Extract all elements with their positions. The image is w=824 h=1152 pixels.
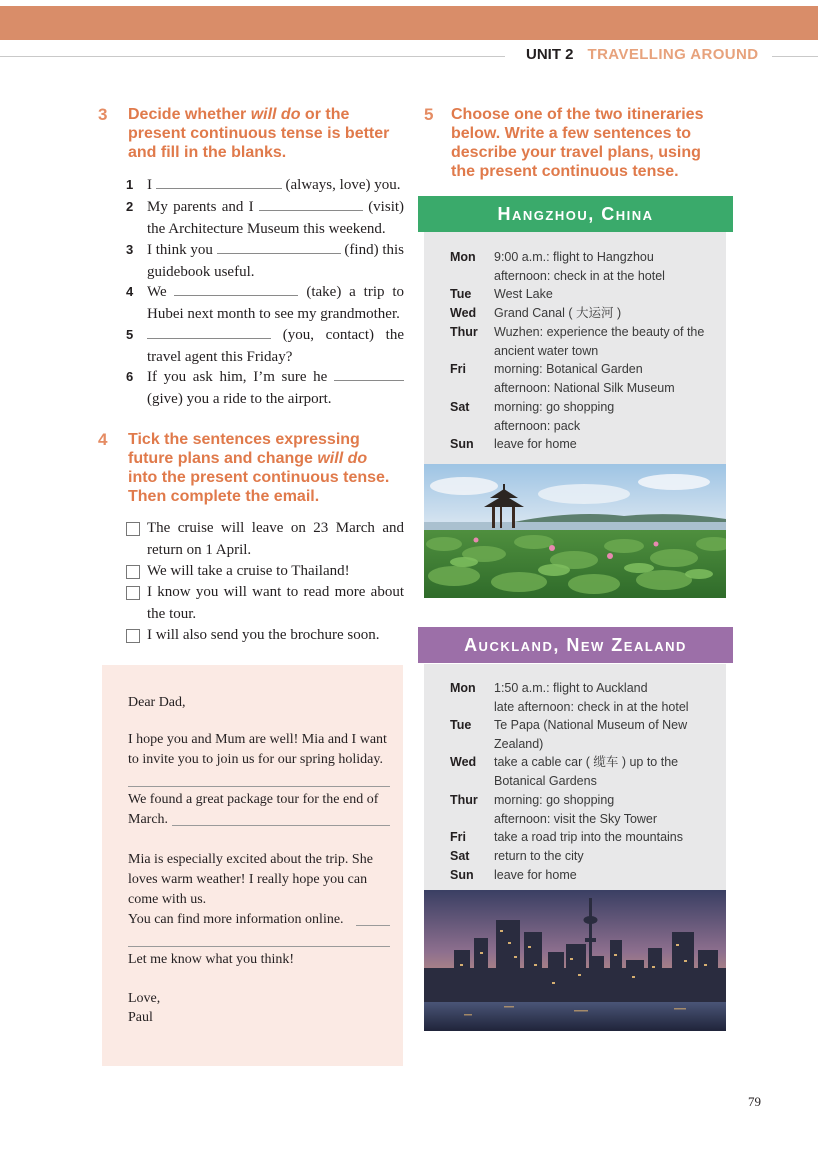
unit-number: UNIT 2 [526, 46, 574, 63]
activity-line: afternoon: check in at the hotel [494, 268, 665, 283]
q3-item-text-a: My parents and I [147, 199, 254, 215]
auckland-row-mon [450, 679, 726, 717]
email-greeting: Dear Dad, [128, 695, 186, 710]
q3-instruction-pre: Decide whether [128, 106, 251, 123]
q4-tick-item-2 [126, 561, 404, 583]
q3-item-number: 3 [126, 242, 134, 257]
q4-tick-item-3 [126, 582, 404, 625]
email-paragraph-1: I hope you and Mum are well! Mia and I want to invite you to join us for our spring holiday. [128, 732, 387, 767]
activity-line: Grand Canal ( 大运河 ) [494, 306, 622, 320]
q3-item-1 [126, 174, 404, 197]
activity-line: Wuzhen: experience the beauty of the [494, 325, 705, 339]
day-label: Sun [450, 437, 474, 451]
activity-line: take a cable car ( 缆车 ) up to the [494, 755, 679, 769]
header-divider-right [772, 56, 818, 57]
activity-line: Zealand) [494, 736, 544, 751]
q3-item-number: 5 [126, 327, 134, 342]
day-label: Wed [450, 755, 477, 769]
activity-line: morning: go shopping [494, 400, 615, 414]
day-label: Sat [450, 400, 470, 414]
activity-line: 9:00 a.m.: flight to Hangzhou [494, 250, 654, 264]
q3-item-text-a: If you ask him, I’m sure he [147, 369, 328, 385]
q3-item-2 [126, 196, 404, 240]
q4-instruction-pre: Tick the sentences expressing future plans and change [128, 431, 360, 467]
day-label: Tue [450, 287, 472, 301]
q3-item-text-b: (you, contact) the travel agent this Friday? [147, 327, 405, 365]
email-paragraph-2a: We found a great package tour for the end of [128, 792, 379, 807]
tick-checkbox[interactable] [126, 565, 140, 579]
day-label: Mon [450, 681, 476, 695]
hangzhou-row-wed [450, 304, 726, 323]
q4-tick-text: The cruise will leave on 23 March and return on 1 April. [147, 520, 404, 558]
activity-line: leave for home [494, 868, 577, 882]
header-bar [0, 6, 818, 40]
unit-heading [526, 46, 758, 63]
tick-checkbox[interactable] [126, 586, 140, 600]
auckland-row-wed [450, 753, 726, 791]
q4-tick-text: I will also send you the brochure soon. [147, 627, 380, 643]
q3-item-text-b: (find) this guidebook useful. [147, 242, 404, 280]
q3-blank-5[interactable] [147, 324, 271, 339]
q3-instruction-post: or the present continuous tense is better and fill in the blanks. [128, 106, 390, 161]
activity-line: afternoon: National Silk Museum [494, 380, 675, 395]
email-paragraph-5: Let me know what you think! [128, 952, 295, 967]
hangzhou-row-mon [450, 248, 726, 286]
q3-item-number: 4 [126, 284, 134, 299]
tick-checkbox[interactable] [126, 522, 140, 536]
q3-blank-2[interactable] [259, 196, 363, 211]
q4-number: 4 [98, 430, 108, 449]
hangzhou-row-sat [450, 398, 726, 436]
q3-item-text-b: (visit) the Architecture Museum this weekend. [147, 199, 405, 237]
q3-item-text-a: I [147, 177, 152, 193]
day-label: Wed [450, 306, 477, 320]
q3-item-number: 2 [126, 199, 134, 214]
q4-instruction-em: will do [317, 450, 368, 467]
auckland-row-sat [450, 847, 726, 866]
q5-instruction: Choose one of the two itineraries below. Write a few sentences to describe your travel plans, using the present continuous tense. [451, 106, 704, 180]
activity-line: Te Papa (National Museum of New [494, 718, 688, 732]
header-divider-left [0, 56, 505, 57]
email-blank-line[interactable] [128, 786, 390, 787]
q4-instruction-post: into the present continuous tense. Then complete the email. [128, 469, 390, 505]
hangzhou-banner: Hangzhou, China [418, 196, 733, 232]
activity-line: 1:50 a.m.: flight to Auckland [494, 681, 648, 695]
day-label: Fri [450, 830, 466, 844]
hangzhou-row-tue [450, 285, 726, 304]
hangzhou-west-lake-photo [424, 464, 726, 598]
page-number: 79 [748, 1094, 761, 1109]
day-label: Fri [450, 362, 466, 376]
email-blank-line[interactable] [128, 946, 390, 947]
activity-line: Botanical Gardens [494, 773, 597, 788]
activity-line: morning: Botanical Garden [494, 362, 643, 376]
q4-instruction [128, 430, 400, 506]
q3-blank-6[interactable] [334, 366, 404, 381]
day-label: Sat [450, 849, 470, 863]
email-paragraph-2b: March. [128, 812, 169, 827]
q4-tick-item-4 [126, 625, 404, 647]
email-paragraph-4: You can find more information online. [128, 912, 344, 927]
activity-line: afternoon: visit the Sky Tower [494, 811, 658, 826]
email-paragraph-3: Mia is especially excited about the trip. She loves warm weather! I really hope you can come with us. [128, 852, 373, 907]
day-label: Mon [450, 250, 476, 264]
day-label: Thur [450, 793, 478, 807]
activity-line: leave for home [494, 437, 577, 451]
q3-item-text-b: (give) you a ride to the airport. [147, 390, 332, 407]
q3-item-number: 6 [126, 369, 134, 384]
auckland-skyline-photo [424, 890, 726, 1031]
q3-item-text-a: I think you [147, 242, 213, 258]
q3-item-6 [126, 366, 404, 410]
q4-tick-item-1 [126, 518, 404, 561]
hangzhou-row-fri [450, 360, 726, 398]
q3-item-4 [126, 281, 404, 325]
auckland-banner: Auckland, New Zealand [418, 627, 733, 663]
q3-instruction-em: will do [250, 106, 301, 123]
q4-tick-text: I know you will want to read more about the tour. [147, 584, 404, 622]
activity-line: West Lake [494, 287, 553, 301]
tick-checkbox[interactable] [126, 629, 140, 643]
email-blank-line[interactable] [356, 925, 390, 926]
email-signature: Paul [128, 1010, 153, 1025]
q3-blank-3[interactable] [217, 239, 341, 254]
q3-item-3 [126, 239, 404, 283]
activity-line: ancient water town [494, 343, 599, 358]
q3-item-text-a: We [147, 284, 167, 300]
q4-tick-text: We will take a cruise to Thailand! [147, 563, 350, 579]
auckland-row-sun [450, 866, 726, 885]
email-closing: Love, [128, 991, 161, 1006]
day-label: Sun [450, 868, 474, 882]
q3-item-5 [126, 324, 404, 368]
hangzhou-row-sun [450, 435, 726, 454]
q3-item-number: 1 [126, 177, 134, 192]
day-label: Thur [450, 325, 478, 339]
q3-item-text-b: (always, love) you. [285, 177, 401, 193]
day-label: Tue [450, 718, 472, 732]
activity-line: morning: go shopping [494, 793, 615, 807]
activity-line: afternoon: pack [494, 418, 581, 433]
unit-title: TRAVELLING AROUND [587, 46, 759, 63]
auckland-row-tue [450, 716, 726, 754]
q5-number: 5 [424, 105, 434, 124]
q3-number: 3 [98, 105, 108, 124]
q3-item-text-b: (take) a trip to Hubei next month to see my grandmother. [147, 284, 405, 322]
activity-line: late afternoon: check in at the hotel [494, 699, 689, 714]
email-blank-line[interactable] [172, 825, 390, 826]
hangzhou-row-thur [450, 323, 726, 361]
q3-blank-4[interactable] [174, 281, 298, 296]
auckland-row-fri [450, 828, 726, 847]
activity-line: return to the city [494, 849, 584, 863]
auckland-row-thur [450, 791, 726, 829]
q3-instruction [128, 105, 408, 162]
activity-line: take a road trip into the mountains [494, 830, 684, 844]
q3-blank-1[interactable] [156, 174, 282, 189]
